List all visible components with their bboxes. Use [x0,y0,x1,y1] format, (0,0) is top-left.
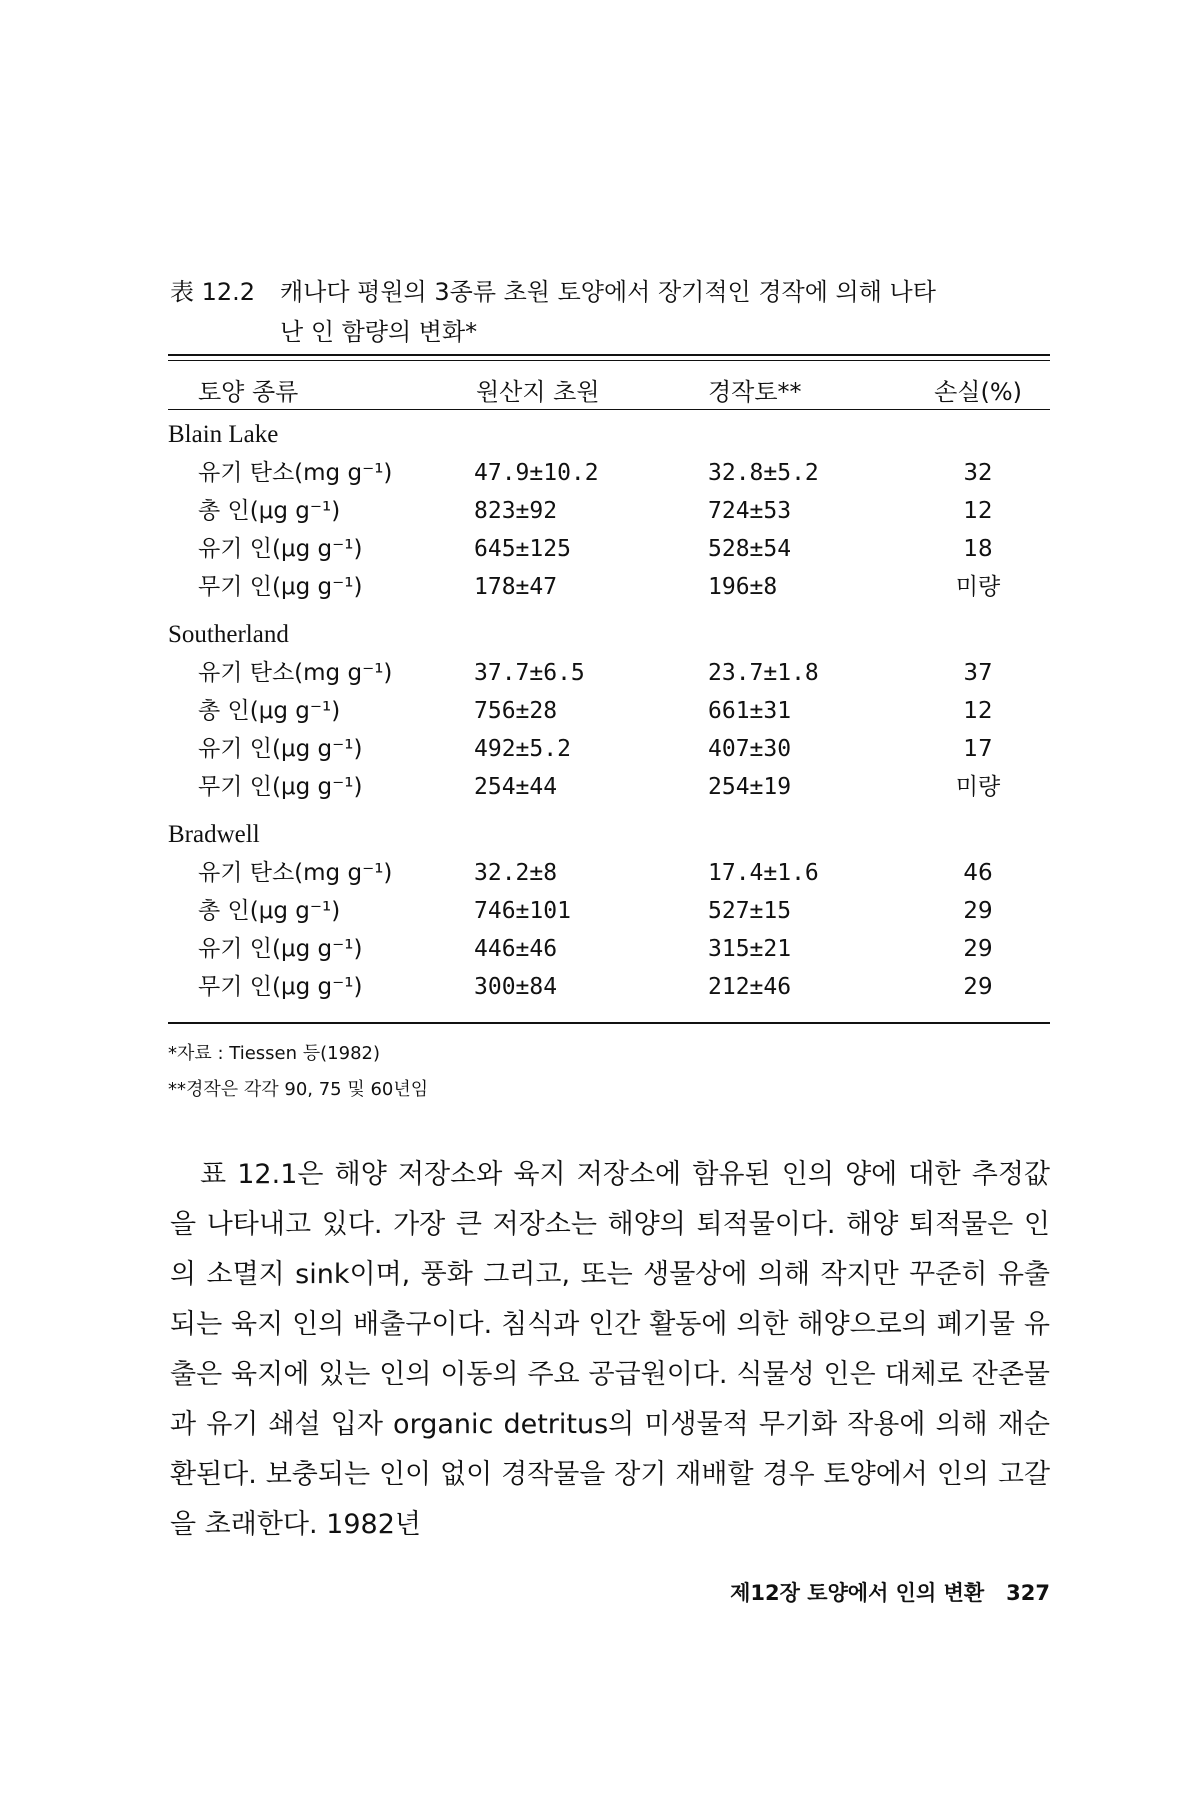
table-group-blain-lake [168,416,1050,606]
table-row [168,492,1050,530]
table-row [168,654,1050,692]
row-label: 총 인(μg g⁻¹) [198,698,341,724]
cultivated-value: 724±53 [708,498,792,524]
table-bottom-rule [168,1022,1050,1024]
table-body [168,416,1050,1016]
cultivated-value: 17.4±1.6 [708,860,819,886]
loss-value: 미량 [955,774,1001,800]
native-value: 178±47 [474,574,558,600]
native-value: 645±125 [474,536,571,562]
row-label: 무기 인(μg g⁻¹) [198,974,363,1000]
loss-value: 37 [963,660,993,686]
loss-value: 17 [963,736,993,762]
cultivated-value: 23.7±1.8 [708,660,819,686]
table-row [168,768,1050,806]
table-row [168,930,1050,968]
body-paragraph-wrap [170,1150,1050,1550]
header-soil-type: 토양 종류 [198,378,299,406]
footnote-cultivation: **경작은 각각 90, 75 및 60년임 [168,1079,429,1100]
row-label: 유기 탄소(mg g⁻¹) [198,460,393,486]
loss-value: 18 [963,536,993,562]
table-top-rule-thin [168,360,1050,361]
cultivated-value: 32.8±5.2 [708,460,819,486]
table-row [168,568,1050,606]
cultivated-value: 315±21 [708,936,792,962]
group-name: Bradwell [168,821,260,848]
table-footnotes [168,1036,428,1108]
cultivated-value: 527±15 [708,898,792,924]
native-value: 37.7±6.5 [474,660,585,686]
header-native-prairie: 원산지 초원 [476,378,600,406]
row-label: 총 인(μg g⁻¹) [198,498,341,524]
row-label: 무기 인(μg g⁻¹) [198,574,363,600]
group-name: Southerland [168,621,289,648]
running-footer-chapter: 제12장 토양에서 인의 변환 [730,1581,985,1605]
cultivated-value: 212±46 [708,974,792,1000]
native-value: 32.2±8 [474,860,558,886]
row-label: 유기 인(μg g⁻¹) [198,736,363,762]
cultivated-value: 528±54 [708,536,792,562]
table-label: 表 12.2 [170,278,256,306]
native-value: 446±46 [474,936,558,962]
table-row [168,892,1050,930]
table-title-line1: 캐나다 평원의 3종류 초원 토양에서 장기적인 경작에 의해 나타 [280,278,936,306]
table-group-bradwell [168,816,1050,1006]
header-loss: 손실(%) [934,378,1022,406]
loss-value: 46 [963,860,993,886]
native-value: 254±44 [474,774,558,800]
table-row [168,692,1050,730]
native-value: 47.9±10.2 [474,460,599,486]
table-caption [170,272,1050,352]
row-label: 유기 탄소(mg g⁻¹) [198,860,393,886]
native-value: 823±92 [474,498,558,524]
loss-value: 29 [963,974,993,1000]
table-title-line2: 난 인 함량의 변화* [280,318,478,346]
cultivated-value: 254±19 [708,774,792,800]
page-number: 327 [1006,1581,1050,1605]
table-header [168,364,1050,408]
table-group-southerland [168,616,1050,806]
row-label: 유기 인(μg g⁻¹) [198,536,363,562]
loss-value: 32 [963,460,993,486]
native-value: 300±84 [474,974,558,1000]
cultivated-value: 407±30 [708,736,792,762]
footnote-source: *자료 : Tiessen 등(1982) [168,1043,381,1064]
table-header-rule [168,409,1050,410]
group-name: Blain Lake [168,421,279,448]
row-label: 유기 탄소(mg g⁻¹) [198,660,393,686]
loss-value: 12 [963,698,993,724]
table-row [168,854,1050,892]
table-row [168,454,1050,492]
loss-value: 29 [963,898,993,924]
loss-value: 12 [963,498,993,524]
row-label: 유기 인(μg g⁻¹) [198,936,363,962]
page-footer [730,1577,1050,1607]
loss-value: 29 [963,936,993,962]
header-cultivated: 경작토** [708,378,802,406]
cultivated-value: 196±8 [708,574,778,600]
body-paragraph: 표 12.1은 해양 저장소와 육지 저장소에 함유된 인의 양에 대한 추정값을 나타내고 있다. 가장 큰 저장소는 해양의 퇴적물이다. 해양 퇴적물은 인의 소멸지 sink이며, 풍화 그리고, 또는 생물상에 의해 작지만 꾸준히 유출되는 육지 인의 배출구이다. 침식과 인간 활동에 의한 해양으로의 폐기물 유출은 육지에 있는 인의 이동의 주요 공급원이다. 식물성 인은 대체로 잔존물과 유기 쇄설 입자 organic detritus의 미생물적 무기화 작용에 의해 재순환된다. 보충되는 인이 없이 경작물을 장기 재배할 경우 토양에서 인의 고갈을 초래한다. 1982년 [170,1159,1050,1540]
row-label: 총 인(μg g⁻¹) [198,898,341,924]
cultivated-value: 661±31 [708,698,792,724]
native-value: 756±28 [474,698,558,724]
loss-value: 미량 [955,574,1001,600]
table-row [168,530,1050,568]
table-row [168,730,1050,768]
native-value: 492±5.2 [474,736,571,762]
native-value: 746±101 [474,898,571,924]
table-top-rule [168,354,1050,356]
table-row [168,968,1050,1006]
row-label: 무기 인(μg g⁻¹) [198,774,363,800]
